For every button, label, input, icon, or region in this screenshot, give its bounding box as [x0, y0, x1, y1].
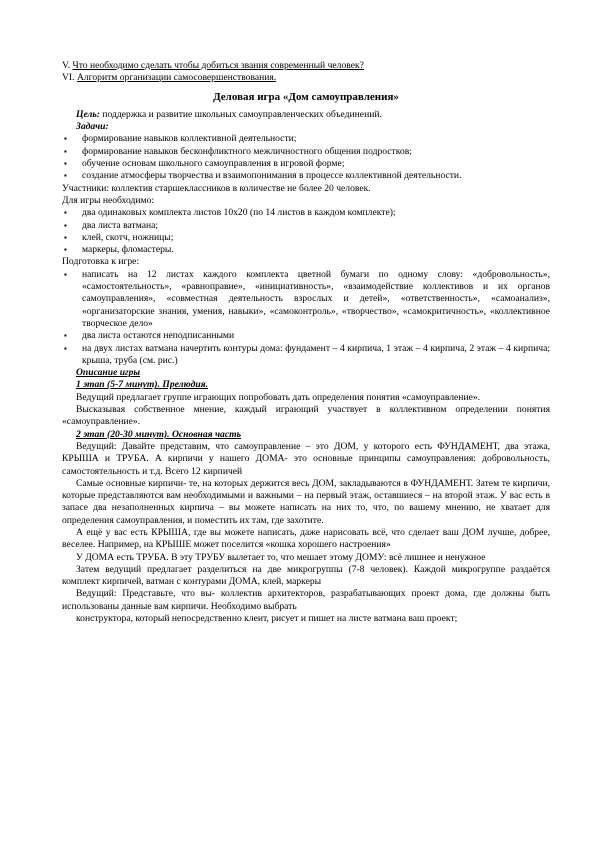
goal-text: поддержка и развитие школьных самоуправленческих объединений. — [99, 108, 382, 120]
outline-item-text: Что необходимо сделать чтобы добиться звания современный человек? — [72, 60, 364, 71]
list-item: ▪ маркеры, фломастеры. — [64, 244, 174, 256]
paragraph: Высказывая собственное мнение, каждый играющий участвует в коллективном определении понятия «самоуправление». — [62, 404, 550, 428]
outline-item-6: VI. Алгоритм организации самосовершенствования. — [62, 72, 277, 84]
list-item: ▪ формирование навыков коллективной деятельности; — [64, 133, 297, 145]
paragraph: конструктора, который непосредственно клеит, рисует и пишет на листе ватмана ваш проект; — [76, 613, 458, 625]
list-item: ▪ два одинаковых комплекта листов 10х20 (по 14 листов в каждом комплекте); — [64, 207, 396, 219]
list-item: ▪ на двух листах ватмана начертить контуры дома: фундамент – 4 кирпича, 1 этаж – 4 кирпича, 2 этаж – 4 кирпича; крыша, труба (см. рис.) — [64, 342, 550, 366]
participants-line: Участники: коллектив старшеклассников в количестве не более 20 человек. — [62, 182, 371, 194]
list-item: ▪ два листа остаются неподписанными — [64, 330, 235, 342]
list-item: ▪ два листа ватмана; — [64, 219, 159, 231]
bullet-icon: ▪ — [64, 245, 67, 255]
tasks-list — [62, 133, 550, 182]
paragraph: Самые основные кирпичи- те, на которых держится весь ДОМ, закладываются в ФУНДАМЕНТ. Затем те кирпичи, которые представляются вам необходимыми и важными – на первый этаж, оставшиеся – на второй этаж. У вас есть в запасе два незаполненных кирпича – вы можете написать на них то, что, по вашему мнению, не хватает для определения самоуправления, и поместить их там, где захотите. — [62, 477, 550, 526]
list-item: ▪ обучение основам школьного самоуправления в игровой форме; — [64, 158, 345, 170]
bullet-icon: ▪ — [64, 146, 67, 156]
bullet-icon: ▪ — [64, 269, 67, 279]
description-heading: Описание игры — [76, 367, 141, 379]
bullet-icon: ▪ — [64, 220, 67, 230]
bullet-icon: ▪ — [64, 208, 67, 218]
bullet-icon: ▪ — [64, 331, 67, 341]
document-body — [62, 60, 550, 625]
list-item: ▪ создание атмосферы творчества и взаимопонимания в процессе коллективной деятельности. — [64, 170, 462, 182]
stage-1-heading: 1 этап (5-7 минут). Прелюдия. — [76, 379, 209, 391]
needed-list — [62, 207, 550, 256]
paragraph: Ведущий: Давайте представим, что самоуправление – это ДОМ, у которого есть ФУНДАМЕНТ, два этажа, КРЫША и ТРУБА. А кирпичи у нашего ДОМА- это основные принципы самоуправления: добровольность, самостоятельность и т.д. Всего 12 кирпичей — [62, 440, 550, 477]
outline-item-text: Алгоритм организации самосовершенствования. — [76, 72, 277, 84]
paragraph: Затем ведущий предлагает разделиться на две микрогруппы (7-8 человек). Каждой микрогруппе раздаётся комплект кирпичей, ватман с контурами ДОМА, клей, маркеры — [62, 563, 550, 588]
bullet-icon: ▪ — [64, 232, 67, 242]
paragraph: А ещё у вас есть КРЫША, где вы можете написать, даже нарисовать всё, что сделает ваш ДОМ лучше, добрее, веселее. Например, на КРЫШЕ может поселится «кошка хорошего настроения» — [62, 526, 550, 551]
bullet-icon: ▪ — [64, 159, 67, 169]
bullet-icon: ▪ — [64, 171, 67, 181]
prep-list — [62, 269, 550, 367]
paragraph: У ДОМА есть ТРУБА. В эту ТРУБУ вылетает то, что мешает этому ДОМУ: всё лишнее и ненужное — [76, 551, 486, 563]
paragraph: Ведущий предлагает группе играющих попробовать дать определения понятия «самоуправление». — [76, 391, 481, 403]
goal-label: Цель: — [76, 108, 100, 120]
list-item: ▪ формирование навыков бесконфликтного межличностного общения подростков; — [64, 145, 412, 157]
stage-2-heading: 2 этап (20-30 минут). Основная часть — [76, 428, 241, 440]
prep-label: Подготовка к игре: — [62, 256, 140, 268]
list-item: ▪ написать на 12 листах каждого комплекта цветной бумаги по одному слову: «добровольность», «самостоятельность», «равноправие», «инициативность», «взаимодействие коллективов и их органов самоуправления», «совместная деятельность взрослых и детей», «ответственность», «самоанализ», «организаторские знания, умения, навыки», «самоконтроль», «творчество», «самокритичность», «коллективное творческое дело» — [64, 268, 550, 329]
goal-line — [62, 109, 550, 121]
bullet-icon: ▪ — [64, 343, 67, 353]
list-item: ▪ клей, скотч, ножницы; — [64, 231, 174, 243]
bullet-icon: ▪ — [64, 134, 67, 144]
section-title: Деловая игра «Дом самоуправления» — [213, 90, 399, 103]
needed-label: Для игры необходимо: — [62, 194, 155, 206]
tasks-label: Задачи: — [76, 121, 109, 133]
outline-item-5: V. Что необходимо сделать чтобы добиться звания современный человек? — [62, 60, 364, 71]
paragraph: Ведущий: Представьте, что вы- коллектив архитекторов, разрабатывающих проект дома, где должны быть использованы данные вам кирпичи. Необходимо выбрать — [62, 588, 550, 612]
